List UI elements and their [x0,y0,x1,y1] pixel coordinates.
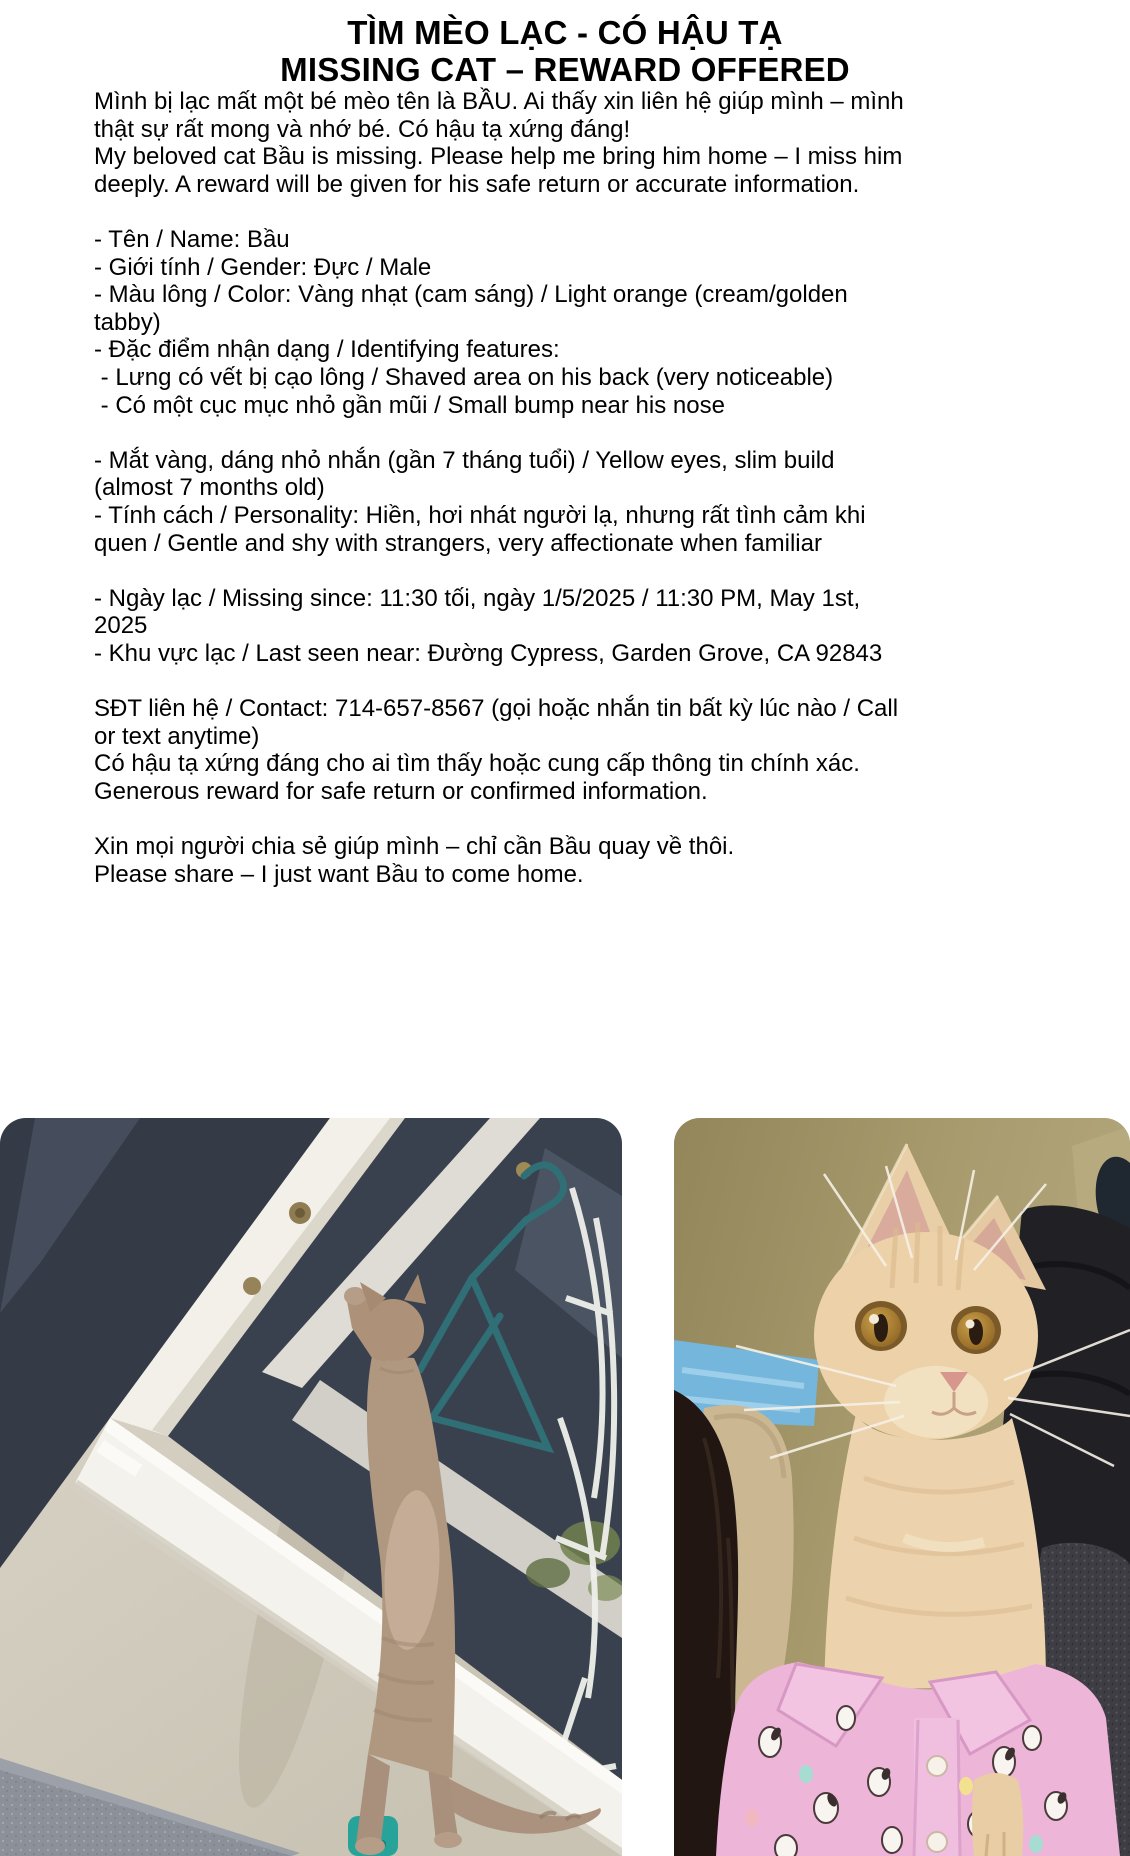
snoopy-shirt [716,1662,1120,1856]
poster-line: Xin mọi người chia sẻ giúp mình – chỉ cần Bầu quay về thôi. [94,833,735,861]
poster-line: Please share – I just want Bầu to come home. [94,860,584,888]
poster-line: - Màu lông / Color: Vàng nhạt (cam sáng) / Light orange (cream/golden [94,281,848,309]
contact-section [94,695,1074,805]
poster-line: Mình bị lạc mất một bé mèo tên là BẦU. Ai thấy xin liên hệ giúp mình – mình [94,88,904,115]
poster-line: quen / Gentle and shy with strangers, very affectionate when familiar [94,529,822,557]
poster-body [94,88,1074,916]
poster-line: thật sự rất mong và nhớ bé. Có hậu tạ xứng đáng! [94,115,631,143]
poster-line: deeply. A reward will be given for his safe return or accurate information. [94,170,860,198]
cat-window-photo [0,1118,622,1856]
poster-line: or text anytime) [94,722,260,750]
photo-row [0,1118,1130,1856]
poster-line: - Tính cách / Personality: Hiền, hơi nhát người lạ, nhưng rất tình cảm khi [94,501,866,529]
cat-shirt-photo [674,1118,1130,1856]
missing-info-section [94,585,1074,668]
poster-line: - Giới tính / Gender: Đực / Male [94,253,432,281]
title-english: MISSING CAT – REWARD OFFERED [280,51,850,88]
cat-window-illustration [0,1118,622,1856]
cat-shirt-illustration [674,1118,1130,1856]
poster-line: - Mắt vàng, dáng nhỏ nhắn (gần 7 tháng tuổi) / Yellow eyes, slim build [94,446,835,474]
personality-section [94,447,1074,557]
poster-line: - Ngày lạc / Missing since: 11:30 tối, ngày 1/5/2025 / 11:30 PM, May 1st, [94,584,861,612]
details-section [94,226,1074,419]
poster-line: Có hậu tạ xứng đáng cho ai tìm thấy hoặc cung cấp thông tin chính xác. [94,750,860,778]
poster-line: (almost 7 months old) [94,474,325,502]
intro-section [94,88,1074,198]
share-section [94,833,1074,888]
poster-line: Generous reward for safe return or confirmed information. [94,777,708,805]
poster-line: 2025 [94,612,148,640]
poster-line: - Đặc điểm nhận dạng / Identifying features: [94,336,560,364]
poster-line: tabby) [94,308,161,336]
poster-line: - Lưng có vết bị cạo lông / Shaved area on his back (very noticeable) [94,363,834,391]
poster-line: My beloved cat Bầu is missing. Please help me bring him home – I miss him [94,143,903,171]
poster-title [0,14,1130,88]
poster-line: - Có một cục mục nhỏ gần mũi / Small bump near his nose [94,391,725,419]
title-vietnamese: TÌM MÈO LẠC - CÓ HẬU TẠ [347,14,783,51]
poster-line contact-line: SĐT liên hệ / Contact: 714-657-8567 (gọi hoặc nhắn tin bất kỳ lúc nào / Call [94,695,899,723]
poster-line: - Tên / Name: Bầu [94,225,290,253]
poster-line: - Khu vực lạc / Last seen near: Đường Cypress, Garden Grove, CA 92843 [94,639,883,667]
